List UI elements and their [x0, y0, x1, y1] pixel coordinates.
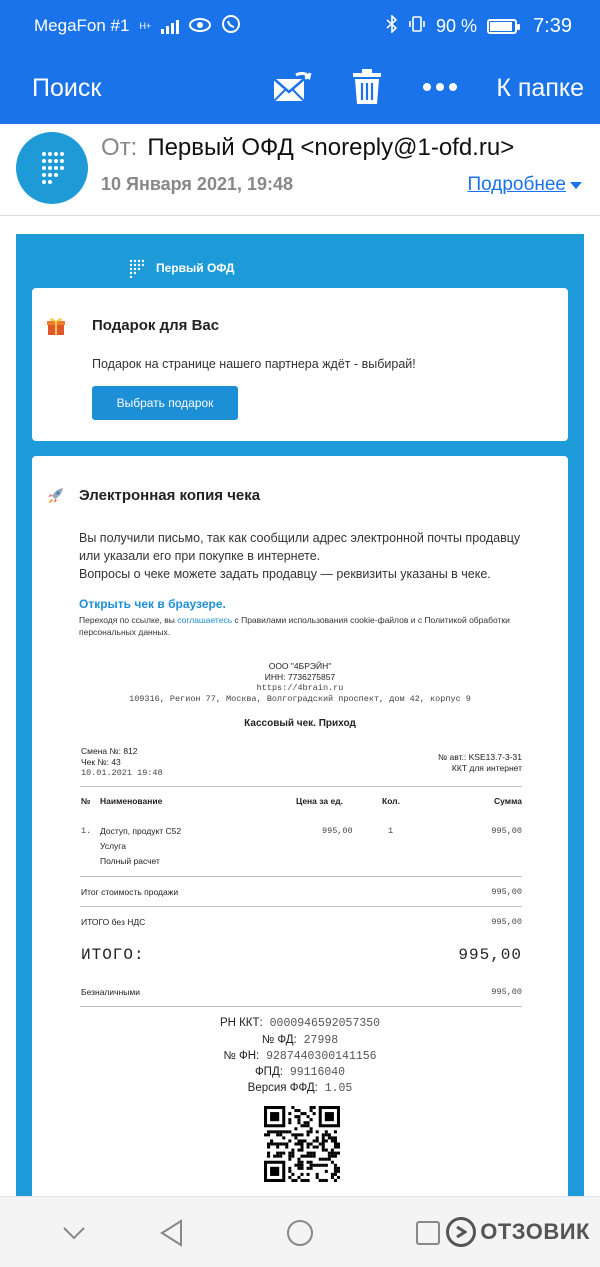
- item-type: Услуга: [100, 841, 126, 851]
- total-value: 995,00: [458, 946, 522, 964]
- receipt-kkt-type: ККТ для интернет: [451, 763, 522, 773]
- recents-square-icon: [415, 1220, 441, 1246]
- receipt-check-no: Чек №: 43: [81, 757, 121, 767]
- consent-text-end: с Правилами использования cookie-файлов и с Политикой обработки персональных данных.: [79, 615, 510, 637]
- system-nav-bar: [0, 1196, 600, 1267]
- item-num: 1.: [81, 826, 92, 836]
- signal-icon: [161, 18, 179, 34]
- sender-avatar[interactable]: [16, 132, 88, 204]
- back-to-search-button[interactable]: Поиск: [32, 73, 102, 102]
- brand-header: [128, 258, 234, 278]
- chevron-down-icon: [62, 1226, 86, 1240]
- eye-icon: [189, 16, 211, 37]
- chevron-down-icon: [570, 182, 582, 189]
- fiscal-fpd: [79, 1066, 521, 1079]
- email-date: 10 Января 2021, 19:48: [101, 174, 294, 194]
- item-name: Доступ, продукт C52: [100, 826, 182, 836]
- fn-value: 9287440300141156: [266, 1050, 377, 1063]
- gift-card: [32, 288, 568, 441]
- gift-text: Подарок на странице нашего партнера ждёт - выбирай!: [92, 357, 416, 371]
- sender-address[interactable]: Первый ОФД <noreply@1-ofd.ru>: [147, 134, 515, 161]
- receipt-doc-title: Кассовый чек. Приход: [244, 718, 356, 729]
- receipt-datetime: 10.01.2021 19:48: [81, 768, 163, 778]
- fiscal-ffd: [79, 1082, 521, 1095]
- gift-icon: [46, 316, 66, 336]
- open-in-browser-link[interactable]: Открыть чек в браузере.: [79, 597, 226, 611]
- recents-nav-button[interactable]: [410, 1215, 446, 1251]
- battery-icon: [487, 19, 517, 34]
- otzovik-logo-icon: [446, 1217, 476, 1247]
- receipt-intro-line-1: Вы получили письмо, так как сообщили адрес электронной почты продавцу: [79, 531, 521, 545]
- item-qty: 1: [388, 826, 394, 836]
- forward-mail-icon[interactable]: [272, 66, 312, 108]
- back-nav-button[interactable]: [154, 1215, 190, 1251]
- carrier-name: MegaFon #1: [34, 16, 130, 35]
- home-circle-icon: [286, 1219, 314, 1247]
- receipt-auto-no: № авт.: KSE13.7-3-31: [438, 752, 522, 762]
- ofd-logo-icon: [128, 258, 146, 278]
- subtotal-label: Итог стоимость продажи: [81, 887, 179, 897]
- email-body: [16, 234, 584, 1204]
- vat-value: 995,00: [491, 917, 522, 927]
- details-link[interactable]: [467, 174, 582, 196]
- fiscal-fd: [79, 1034, 521, 1047]
- receipt-title: Электронная копия чека: [79, 487, 261, 504]
- receipt-card: [32, 456, 568, 1204]
- item-sum: 995,00: [491, 826, 522, 836]
- subtotal-value: 995,00: [491, 887, 522, 897]
- ffd-label: Версия ФФД:: [247, 1082, 318, 1094]
- receipt-shift: Смена №: 812: [81, 746, 138, 756]
- consent-link[interactable]: соглашаетесь: [177, 615, 233, 625]
- rn-kkt-value: 0000946592057350: [269, 1017, 381, 1030]
- vat-label: ИТОГО без НДС: [81, 917, 146, 927]
- receipt-divider: [80, 876, 522, 877]
- qr-code: [264, 1106, 340, 1182]
- fiscal-rn-kkt: [79, 1017, 521, 1030]
- col-name: Наименование: [100, 796, 163, 806]
- receipt-company: ООО "4БРЭЙН": [268, 661, 332, 671]
- cashless-label: Безналичными: [81, 987, 140, 997]
- item-payment-mode: Полный расчет: [100, 856, 160, 866]
- gift-title: Подарок для Вас: [92, 317, 220, 334]
- col-qty: Кол.: [382, 796, 400, 806]
- receipt-address: 109316, Регион 77, Москва, Волгоградский проспект, дом 42, корпус 9: [129, 694, 471, 704]
- fd-label: № ФД:: [261, 1034, 297, 1046]
- receipt-divider: [80, 906, 522, 907]
- brand-name: Первый ОФД: [156, 261, 235, 275]
- more-icon[interactable]: [422, 66, 458, 108]
- home-nav-button[interactable]: [282, 1215, 318, 1251]
- ofd-logo-icon: [32, 148, 72, 188]
- fd-value: 27998: [303, 1034, 339, 1047]
- whatsapp-icon: [221, 14, 241, 39]
- battery-percent: 90 %: [436, 15, 478, 36]
- consent-text: [79, 614, 519, 638]
- to-folder-button[interactable]: К папке: [496, 73, 584, 102]
- receipt-site: https://4brain.ru: [256, 683, 344, 693]
- from-line: [101, 134, 514, 162]
- receipt-inn: ИНН: 7736275857: [264, 672, 336, 682]
- choose-gift-button[interactable]: Выбрать подарок: [92, 386, 238, 420]
- ffd-value: 1.05: [324, 1082, 353, 1095]
- from-prefix: От:: [101, 134, 138, 161]
- consent-text-start: Переходя по ссылке, вы: [79, 615, 178, 625]
- back-triangle-icon: [159, 1219, 185, 1247]
- fpd-label: ФПД:: [254, 1066, 283, 1078]
- email-header: [0, 124, 600, 216]
- receipt-intro-line-3: Вопросы о чеке можете задать продавцу — реквизиты указаны в чеке.: [79, 567, 491, 581]
- rn-kkt-label: РН ККТ:: [219, 1017, 263, 1029]
- details-label[interactable]: Подробнее: [467, 174, 566, 195]
- clock: 7:39: [533, 14, 572, 37]
- rocket-icon: [46, 486, 66, 506]
- fiscal-fn: [79, 1050, 521, 1063]
- bluetooth-icon: [386, 15, 398, 38]
- col-num: №: [81, 796, 91, 806]
- receipt-divider: [80, 1006, 522, 1007]
- receipt-divider: [80, 786, 522, 787]
- col-sum: Сумма: [494, 796, 522, 806]
- network-type: H+: [139, 20, 152, 31]
- fpd-value: 99116040: [289, 1066, 346, 1079]
- trash-icon[interactable]: [352, 66, 382, 108]
- receipt-intro-line-2: или указали его при покупке в интернете.: [79, 549, 321, 563]
- item-price: 995,00: [322, 826, 353, 836]
- watermark-text: ОТЗОВИК: [480, 1219, 590, 1244]
- total-label: ИТОГО:: [81, 946, 145, 964]
- otzovik-watermark: [446, 1217, 590, 1247]
- cashless-value: 995,00: [491, 987, 522, 997]
- status-bar: [0, 0, 600, 52]
- mail-toolbar: [0, 52, 600, 124]
- collapse-nav-button[interactable]: [56, 1215, 92, 1251]
- fn-label: № ФН:: [223, 1050, 260, 1062]
- col-price: Цена за ед.: [296, 796, 343, 806]
- vibrate-icon: [408, 15, 426, 38]
